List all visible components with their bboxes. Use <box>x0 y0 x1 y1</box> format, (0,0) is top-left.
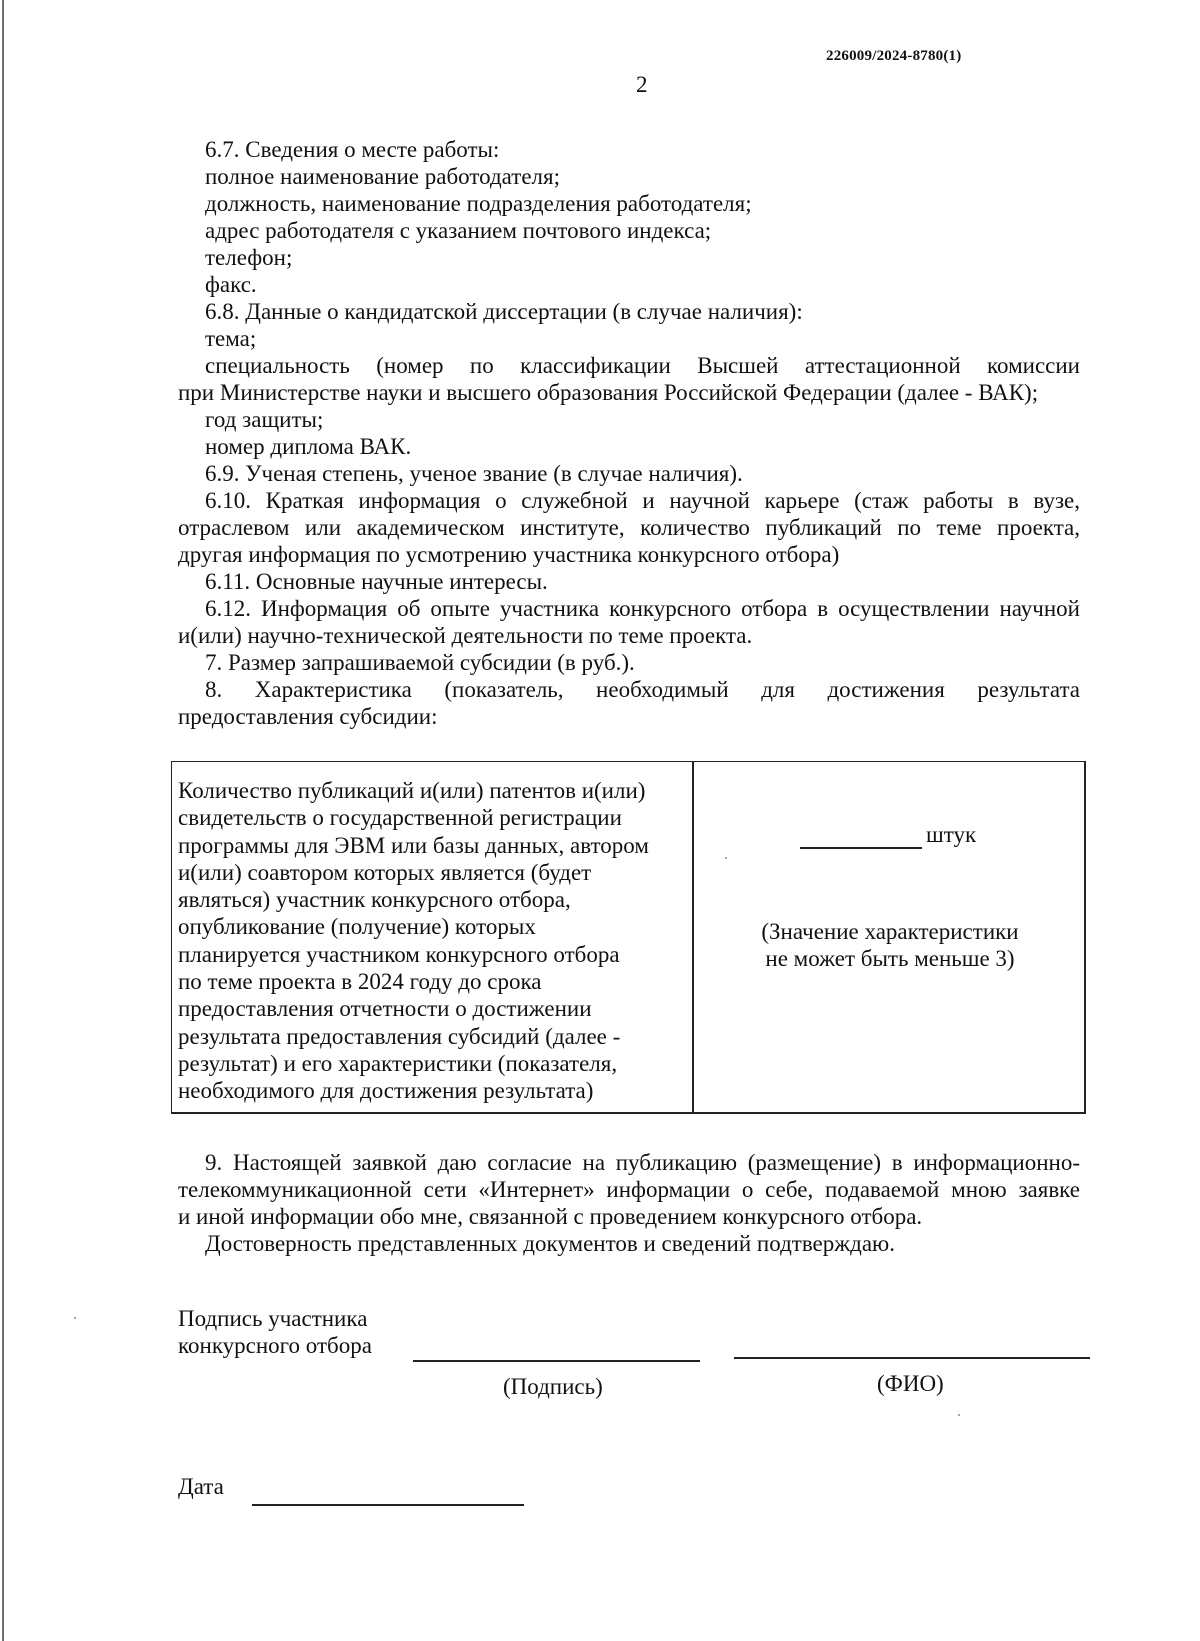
employer-name-item: полное наименование работодателя; <box>205 164 560 189</box>
note-line: (Значение характеристики <box>761 919 1019 944</box>
scan-speck <box>958 1414 960 1416</box>
scan-speck <box>725 857 727 859</box>
table-description-line: опубликование (получение) которых <box>178 914 536 940</box>
section-8-line2: предоставления субсидии: <box>178 704 438 729</box>
table-description-line: программы для ЭВМ или базы данных, автором <box>178 832 649 858</box>
table-description-line: по теме проекта в 2024 году до срока <box>178 969 542 995</box>
consent-line3: и иной информации обо мне, связанной с проведением конкурсного отбора. <box>178 1204 923 1229</box>
section-6-12-line2: и(или) научно-технической деятельности по теме проекта. <box>178 623 753 648</box>
signature-blank-line[interactable] <box>413 1360 700 1362</box>
table-column-divider <box>692 761 694 1114</box>
section-6-9: 6.9. Ученая степень, ученое звание (в случае наличия). <box>205 461 743 486</box>
characteristic-note <box>700 918 1080 972</box>
confirmation-line: Достоверность представленных документов и сведений подтверждаю. <box>205 1231 895 1256</box>
section-6-10-line1: 6.10. Краткая информация о служебной и научной карьере (стаж работы в вузе, <box>205 488 1080 513</box>
table-description-line: результата предоставления субсидий (далее - <box>178 1023 621 1049</box>
section-6-10-line2: отраслевом или академическом институте, количество публикаций по теме проекта, <box>178 515 1080 540</box>
section-6-8-heading: 6.8. Данные о кандидатской диссертации (в случае наличия): <box>205 299 803 324</box>
scan-speck <box>74 1317 76 1319</box>
table-description-cell <box>178 777 688 1105</box>
table-description-line: планируется участником конкурсного отбора <box>178 941 620 967</box>
consent-line2: телекоммуникационной сети «Интернет» информации о себе, подаваемой мною заявке <box>178 1177 1080 1202</box>
position-item: должность, наименование подразделения работодателя; <box>205 191 752 216</box>
specialty-item-line2: при Министерстве науки и высшего образования Российской Федерации (далее - ВАК); <box>178 380 1039 405</box>
scan-edge <box>2 0 4 1641</box>
section-8-line1: 8. Характеристика (показатель, необходимый для достижения результата <box>205 677 1080 702</box>
quantity-blank-line[interactable] <box>800 847 922 849</box>
phone-item: телефон; <box>205 245 293 270</box>
date-label: Дата <box>178 1474 224 1499</box>
section-6-11: 6.11. Основные научные интересы. <box>205 569 548 594</box>
table-description-line: и(или) соавтором которых является (будет <box>178 859 592 885</box>
thesis-topic-item: тема; <box>205 326 257 351</box>
table-description-line: свидетельств о государственной регистрации <box>178 805 622 831</box>
document-id: 226009/2024-8780(1) <box>826 48 962 64</box>
diploma-number-item: номер диплома ВАК. <box>205 434 412 459</box>
quantity-unit: штук <box>926 822 977 847</box>
fax-item: факс. <box>205 272 257 297</box>
full-name-caption: (ФИО) <box>877 1371 944 1396</box>
section-6-12-line1: 6.12. Информация об опыте участника конкурсного отбора в осуществлении научной <box>205 596 1080 621</box>
section-6-10-line3: другая информация по усмотрению участника конкурсного отбора) <box>178 542 840 567</box>
signature-caption: (Подпись) <box>503 1374 603 1399</box>
page-number: 2 <box>636 72 648 97</box>
table-description-line: Количество публикаций и(или) патентов и(или) <box>178 778 646 803</box>
table-description-line: необходимого для достижения результата) <box>178 1078 594 1104</box>
signature-label-line1: Подпись участника <box>178 1306 368 1331</box>
table-description-line: являться) участник конкурсного отбора, <box>178 887 571 913</box>
full-name-blank-line[interactable] <box>734 1357 1090 1359</box>
table-description-line: предоставления отчетности о достижении <box>178 996 592 1022</box>
defense-year-item: год защиты; <box>205 407 324 432</box>
consent-line1: 9. Настоящей заявкой даю согласие на публикацию (размещение) в информационно- <box>205 1150 1080 1175</box>
date-blank-line[interactable] <box>252 1504 524 1506</box>
signature-label-line2: конкурсного отбора <box>178 1333 372 1358</box>
employer-address-item: адрес работодателя с указанием почтового индекса; <box>205 218 712 243</box>
section-7: 7. Размер запрашиваемой субсидии (в руб.). <box>205 650 635 675</box>
table-description-line: результат) и его характеристики (показателя, <box>178 1050 618 1076</box>
specialty-item-line1: специальность (номер по классификации Высшей аттестационной комиссии <box>205 353 1080 378</box>
section-6-7-heading: 6.7. Сведения о месте работы: <box>205 137 500 162</box>
note-line: не может быть меньше 3) <box>765 946 1015 971</box>
